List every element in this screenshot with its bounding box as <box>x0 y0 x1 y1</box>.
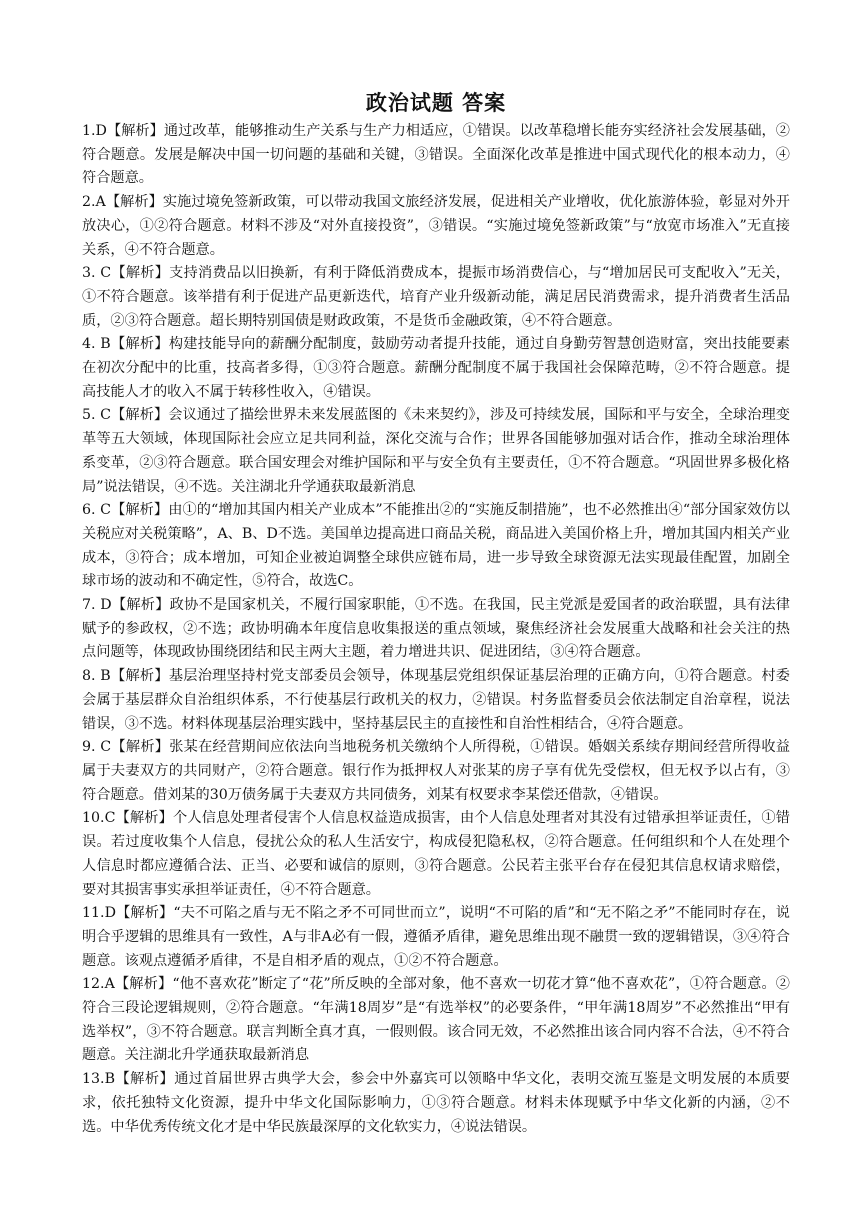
answer-text: 实施过境免签新政策，可以带动我国文旅经济发展，促进相关产业增收，优化旅游体验，彰显对外开放决心，①②符合题意。材料不涉及“对外直接投资”，③错误。“实施过境免签新政策”与“放宽市场准入”无直接关系，④不符合题意。 <box>82 194 790 258</box>
analysis-tag: 【解析】 <box>111 597 170 614</box>
analysis-tag: 【解析】 <box>110 336 169 353</box>
answer-number: 3. C <box>82 265 112 282</box>
answer-list <box>82 120 790 1139</box>
answer-item-3 <box>82 262 790 333</box>
analysis-tag: 【解析】 <box>110 668 169 685</box>
answer-item-1 <box>82 120 790 191</box>
answer-item-6 <box>82 499 790 594</box>
answer-item-12 <box>82 973 790 1068</box>
answer-number: 13.B <box>82 1071 115 1088</box>
answer-number: 9. C <box>82 739 112 756</box>
answer-item-7 <box>82 594 790 665</box>
answer-number: 4. B <box>82 336 111 353</box>
analysis-tag: 【解析】 <box>111 739 170 756</box>
answer-text: 个人信息处理者侵害个人信息权益造成损害，由个人信息处理者对其没有过错承担举证责任，①错误。若过度收集个人信息，侵扰公众的私人生活安宁，构成侵犯隐私权，②符合题意。任何组织和个人在处理个人信息时都应遵循合法、正当、必要和诚信的原则，③符合题意。公民若主张平台存在侵犯其信息权请求赔偿，要对其损害事实承担举证责任，④不符合题意。 <box>82 810 790 898</box>
answer-item-10 <box>82 807 790 902</box>
answer-text: 由①的“增加其国内相关产业成本”不能推出②的“实施反制措施”，也不必然推出④“部分国家效仿以关税应对关税策略”，A、B、D不选。美国单边提高进口商品关税，商品进入美国价格上升，增加其国内相关产业成本，③符合；成本增加，可知企业被迫调整全球供应链布局，进一步导致全球资源无法实现最佳配置，加剧全球市场的波动和不确定性，⑤符合，故选C。 <box>82 502 790 590</box>
answer-item-13 <box>82 1068 790 1139</box>
answer-number: 11.D <box>82 905 116 922</box>
answer-number: 5. C <box>82 407 112 424</box>
analysis-tag: 【解析】 <box>114 976 173 993</box>
answer-text: 会议通过了描绘世界未来发展蓝图的《未来契约》，涉及可持续发展，国际和平与安全，全球治理变革等五大领域，体现国际社会应立足共同利益，深化交流与合作；世界各国能够加强对话合作，推动全球治理体系变革，②③符合题意。联合国安理会对维护国际和平与安全负有主要责任，①不符合题意。“巩固世界多极化格局”说法错误，④不选。关注湖北升学通获取最新消息 <box>82 407 790 495</box>
answer-item-9 <box>82 736 790 807</box>
answer-number: 6. C <box>82 502 111 519</box>
answer-text: “他不喜欢花”断定了“花”所反映的全部对象，他不喜欢一切花才算“他不喜欢花”，①符合题意。②符合三段论逻辑规则，②符合题意。“年满18周岁”是“有选举权”的必要条件，“甲年满18周岁”不必然推出“甲有选举权”，③不符合题意。联言判断全真才真，一假则假。该合同无效，不必然推出该合同内容不合法，④不符合题意。关注湖北升学通获取最新消息 <box>82 976 790 1064</box>
analysis-tag: 【解析】 <box>111 407 169 424</box>
answer-number: 1.D <box>82 123 107 139</box>
answer-text: 张某在经营期间应依法向当地税务机关缴纳个人所得税，①错误。婚姻关系续存期间经营所得收益属于夫妻双方的共同财产，②符合题意。银行作为抵押权人对张某的房子享有优先受偿权，但无权予以占有，③符合题意。借刘某的30万债务属于夫妻双方共同债务，刘某有权要求李某偿还借款，④错误。 <box>82 739 790 803</box>
answer-number: 7. D <box>82 597 112 614</box>
analysis-tag: 【解析】 <box>115 1071 175 1088</box>
analysis-tag: 【解析】 <box>111 502 169 519</box>
answer-number: 8. B <box>82 668 111 685</box>
answer-text: 构建技能导向的薪酬分配制度，鼓励劳动者提升技能，通过自身勤劳智慧创造财富，突出技能要素在初次分配中的比重，技高者多得，①③符合题意。薪酬分配制度不属于我国社会保障范畴，②不符合题意。提高技能人才的收入不属于转移性收入，④错误。 <box>82 336 790 400</box>
answer-sheet <box>82 88 790 1139</box>
answer-number: 12.A <box>82 976 115 993</box>
answer-item-4 <box>82 333 790 404</box>
analysis-tag: 【解析】 <box>111 265 170 282</box>
answer-text: 通过改革，能够推动生产关系与生产力相适应，①错误。以改革稳增长能夯实经济社会发展基础，②符合题意。发展是解决中国一切问题的基础和关键，③错误。全面深化改革是推进中国式现代化的根本动力，④符合题意。 <box>82 123 790 187</box>
answer-text: 支持消费品以旧换新，有利于降低消费成本，提振市场消费信心，与“增加居民可支配收入”无关，①不符合题意。该举措有利于促进产品更新迭代，培育产业升级新动能，满足居民消费需求，提升消费者生活品质，②③符合题意。超长期特别国债是财政政策，不是货币金融政策，④不符合题意。 <box>82 265 790 329</box>
analysis-tag: 【解析】 <box>115 905 174 922</box>
answer-text: 基层治理坚持村党支部委员会领导，体现基层党组织保证基层治理的正确方向，①符合题意。村委会属于基层群众自治组织体系，不行使基层行政机关的权力，②错误。村务监督委员会依法制定自治章程，说法错误，③不选。材料体现基层治理实践中，坚持基层民主的直接性和自治性相结合，④符合题意。 <box>82 668 790 732</box>
page-title: 政治试题 答案 <box>365 90 507 115</box>
answer-number: 10.C <box>82 810 116 827</box>
answer-text: 通过首届世界古典学大会，参会中外嘉宾可以领略中华文化，表明交流互鉴是文明发展的本质要求，依托独特文化资源，提升中华文化国际影响力，①③符合题意。材料未体现赋予中华文化新的内涵，②不选。中华优秀传统文化才是中华民族最深厚的文化软实力，④说法错误。 <box>82 1071 790 1135</box>
answer-item-2 <box>82 191 790 262</box>
answer-item-8 <box>82 665 790 736</box>
answer-number: 2.A <box>82 194 106 211</box>
analysis-tag: 【解析】 <box>106 123 164 139</box>
analysis-tag: 【解析】 <box>115 810 173 827</box>
answer-text: 政协不是国家机关，不履行国家职能，①不选。在我国，民主党派是爱国者的政治联盟，具有法律赋予的参政权，②不选；政协明确本年度信息收集报送的重点领域，聚焦经济社会发展重大战略和社会关注的热点问题等，体现政协围绕团结和民主两大主题，着力增进共识、促进团结，③④符合题意。 <box>82 597 790 661</box>
answer-text: “夫不可陷之盾与无不陷之矛不可同世而立”，说明“不可陷的盾”和“无不陷之矛”不能同时存在，说明合乎逻辑的思维具有一致性，A与非A必有一假，遵循矛盾律，避免思维出现不融贯一致的逻辑错误，③④符合题意。该观点遵循矛盾律，不是自相矛盾的观点，①②不符合题意。 <box>82 905 790 969</box>
analysis-tag: 【解析】 <box>105 194 163 211</box>
answer-item-5 <box>82 404 790 499</box>
answer-item-11 <box>82 902 790 973</box>
